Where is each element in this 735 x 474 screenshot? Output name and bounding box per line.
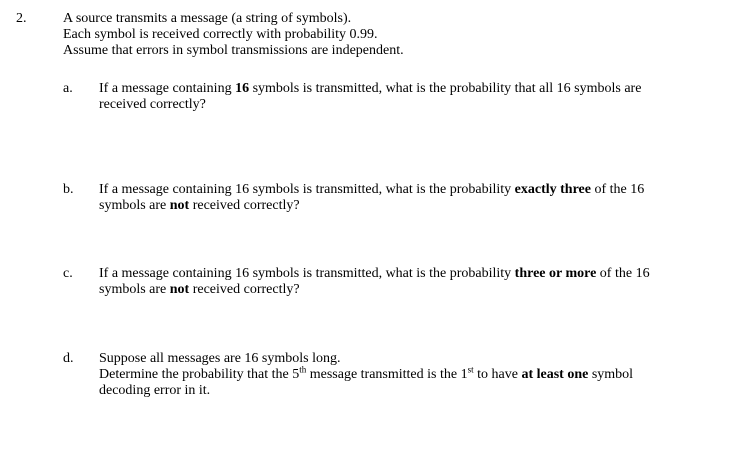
part-c-label: c. <box>63 266 73 281</box>
part-b-text <box>99 182 699 214</box>
intro-line-3: Assume that errors in symbol transmissions are independent. <box>63 43 404 58</box>
part-c-text <box>99 266 699 298</box>
part-b-line-2: symbols are not received correctly? <box>99 198 300 213</box>
intro-line-2: Each symbol is received correctly with probability 0.99. <box>63 27 378 42</box>
part-d-line-3: decoding error in it. <box>99 383 211 398</box>
part-a-label: a. <box>63 81 73 96</box>
problem-number: 2. <box>16 11 27 26</box>
part-b-label: b. <box>63 182 74 197</box>
part-c-line-2: symbols are not received correctly? <box>99 282 300 297</box>
part-b-line-1: If a message containing 16 symbols is transmitted, what is the probability exactly three of the 16 <box>99 182 645 197</box>
ordinal-suffix-st: st <box>467 364 474 375</box>
ordinal-suffix-th: th <box>299 364 307 375</box>
part-a-text <box>99 81 699 113</box>
part-d-line-1: Suppose all messages are 16 symbols long. <box>99 351 341 366</box>
part-a-line-1: If a message containing 16 symbols is transmitted, what is the probability that all 16 symbols are <box>99 81 642 96</box>
part-a-line-2: received correctly? <box>99 97 206 112</box>
part-d-line-2: Determine the probability that the 5th message transmitted is the 1st to have at least one symbol <box>99 364 634 382</box>
part-d-label: d. <box>63 351 74 366</box>
part-d-text <box>99 351 699 399</box>
part-c-line-1: If a message containing 16 symbols is transmitted, what is the probability three or more of the 16 <box>99 266 650 281</box>
problem-intro <box>63 11 404 59</box>
intro-line-1: A source transmits a message (a string of symbols). <box>63 11 352 26</box>
